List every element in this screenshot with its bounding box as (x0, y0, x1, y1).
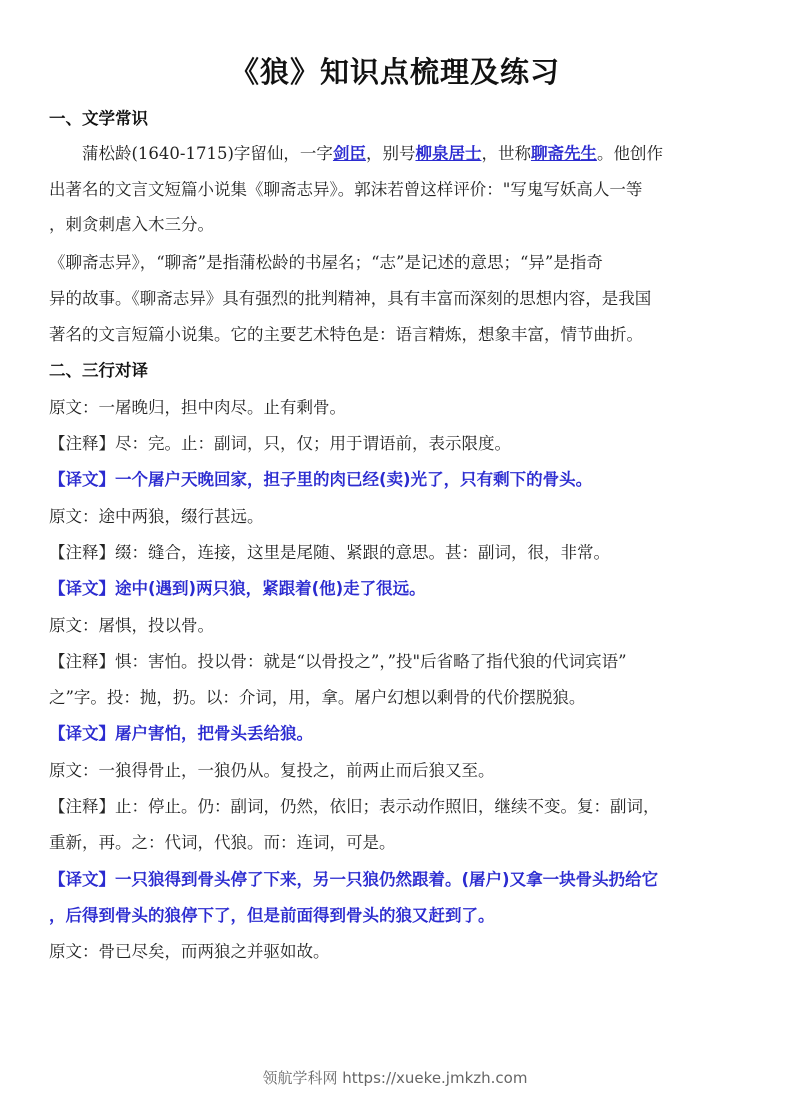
author-intro-line-1 (82, 143, 663, 165)
annotation-3-line-1: 【注释】惧：害怕。投以骨：就是“以骨投之”，”投"后省略了指代狼的代词宾语” (49, 652, 627, 671)
liaozhai-line-2: 异的故事。《聊斋志异》具有强烈的批判精神，具有丰富而深刻的思想内容，是我国 (49, 289, 652, 308)
link-liaozhaixiansheng[interactable]: 聊斋先生 (530, 144, 597, 163)
original-text-1: 原文：一屠晚归，担中肉尽。止有剩骨。 (49, 398, 346, 417)
section-heading-literary-knowledge: 一、文学常识 (49, 109, 148, 128)
annotation-4-line-1: 【注释】止：停止。仍：副词，仍然，依旧；表示动作照旧，继续不变。复：副词， (49, 797, 660, 816)
text: 蒲松龄(1640-1715)字留仙，一字 (82, 144, 333, 163)
text: 。他创作 (596, 144, 663, 163)
original-text-4: 原文：一狼得骨止，一狼仍从。复投之，前两止而后狼又至。 (49, 761, 495, 780)
annotation-1: 【注释】尽：完。止：副词，只，仅；用于谓语前，表示限度。 (49, 434, 511, 453)
translation-4-line-2: ，后得到骨头的狼停下了，但是前面得到骨头的狼又赶到了。 (49, 906, 495, 925)
link-liuquanjushi[interactable]: 柳泉居士 (415, 144, 482, 163)
liaozhai-line-1: 《聊斋志异》，“聊斋”是指蒲松龄的书屋名；“志”是记述的意思；“异”是指奇 (49, 253, 603, 272)
original-text-2: 原文：途中两狼，缀行甚远。 (49, 507, 264, 526)
annotation-4-line-2: 重新，再。之：代词，代狼。而：连词，可是。 (49, 833, 396, 852)
footer-watermark: 领航学科网 https://xueke.jmkzh.com (262, 1069, 528, 1087)
translation-2: 【译文】途中(遇到)两只狼，紧跟着(他)走了很远。 (49, 579, 426, 598)
translation-3: 【译文】屠户害怕，把骨头丢给狼。 (49, 724, 313, 743)
translation-1: 【译文】一个屠户天晚回家，担子里的肉已经(卖)光了，只有剩下的骨头。 (49, 470, 593, 489)
page-title: 《狼》知识点梳理及练习 (229, 55, 560, 89)
author-intro-line-2: 出著名的文言文短篇小说集《聊斋志异》。郭沫若曾这样评价："写鬼写妖高人一等 (49, 180, 643, 199)
section-heading-translation: 二、三行对译 (49, 361, 148, 380)
link-jianchen[interactable]: 剑臣 (332, 144, 366, 163)
author-intro-line-3: ，刺贪刺虐入木三分。 (49, 215, 214, 234)
text: ，别号 (365, 144, 416, 163)
text: ，世称 (481, 144, 531, 163)
translation-4-line-1: 【译文】一只狼得到骨头停了下来，另一只狼仍然跟着。(屠户)又拿一块骨头扔给它 (49, 870, 659, 889)
original-text-5: 原文：骨已尽矣，而两狼之并驱如故。 (49, 942, 330, 961)
original-text-3: 原文：屠惧，投以骨。 (49, 616, 214, 635)
annotation-3-line-2: 之”字。投：抛，扔。以：介词，用，拿。屠户幻想以剩骨的代价摆脱狼。 (49, 688, 586, 707)
annotation-2: 【注释】缀：缝合，连接，这里是尾随、紧跟的意思。甚：副词，很，非常。 (49, 543, 610, 562)
liaozhai-line-3: 著名的文言短篇小说集。它的主要艺术特色是：语言精炼，想象丰富，情节曲折。 (49, 325, 643, 344)
